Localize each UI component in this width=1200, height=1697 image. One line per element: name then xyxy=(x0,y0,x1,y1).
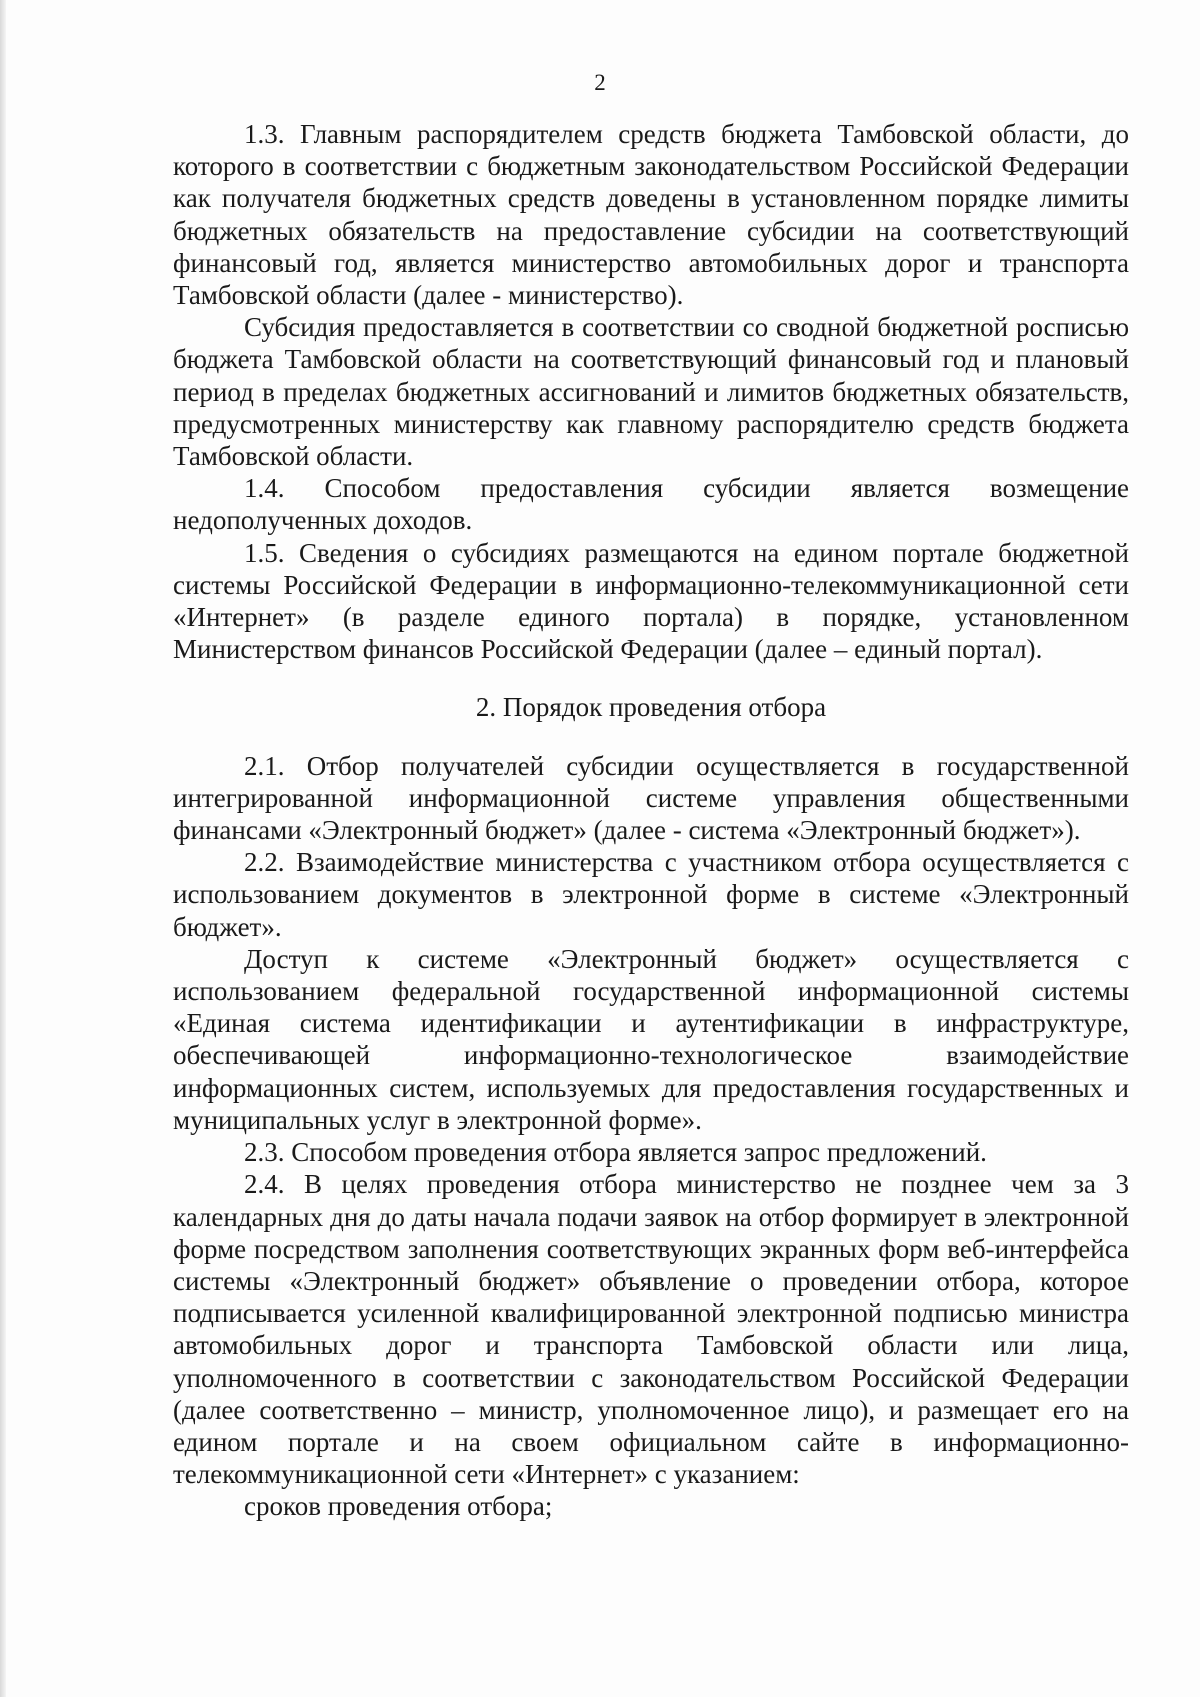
paragraph-1-3: 1.3. Главным распорядителем средств бюджета Тамбовской области, до которого в соответствии с бюджетным законодательством Российской Федерации как получателя бюджетных средств доведены в установленном порядке лимиты бюджетных обязательств на предоставление субсидии на соответствующий финансовый год, является министерство автомобильных дорог и транспорта Тамбовской области (далее - министерство). xyxy=(173,119,1129,311)
paragraph-access: Доступ к системе «Электронный бюджет» осуществляется с использованием федеральной государственной информационной системы «Единая система идентификации и аутентификации в инфраструктуре, обеспечивающей информационно-технологическое взаимодействие информационных систем, используемых для предоставления государственных и муниципальных услуг в электронной форме». xyxy=(173,943,1129,1135)
paragraph-2-2: 2.2. Взаимодействие министерства с участником отбора осуществляется с использованием документов в электронной форме в системе «Электронный бюджет». xyxy=(173,847,1129,942)
page-number: 2 xyxy=(594,70,606,95)
paragraph-1-5: 1.5. Сведения о субсидиях размещаются на едином портале бюджетной системы Российской Федерации в информационно-телекоммуникационной сети «Интернет» (в разделе единого портала) в порядке, установленном Министерством финансов Российской Федерации (далее – единый портал). xyxy=(173,537,1129,665)
section-heading-2: 2. Порядок проведения отбора xyxy=(475,692,827,723)
paragraph-subsidy-provision: Субсидия предоставляется в соответствии со сводной бюджетной росписью бюджета Тамбовской области на соответствующий финансовый год и плановый период в пределах бюджетных ассигнований и лимитов бюджетных обязательств, предусмотренных министерству как главному распорядителю средств бюджета Тамбовской области. xyxy=(173,312,1129,472)
paragraph-2-1: 2.1. Отбор получателей субсидии осуществляется в государственной интегрированной информационной системе управления общественными финансами «Электронный бюджет» (далее - система «Электронный бюджет»). xyxy=(173,750,1129,846)
paragraph-1-4: 1.4. Способом предоставления субсидии является возмещение недополученных доходов. xyxy=(173,473,1129,536)
scan-edge-shadow xyxy=(0,0,6,1697)
paragraph-2-4: 2.4. В целях проведения отбора министерство не позднее чем за 3 календарных дня до даты начала подачи заявок на отбор формирует в электронной форме посредством заполнения соответствующих экранных форм веб-интерфейса системы «Электронный бюджет» объявление о проведении отбора, которое подписывается усиленной квалифицированной электронной подписью министра автомобильных дорог и транспорта Тамбовской области или лица, уполномоченного в соответствии с законодательством Российской Федерации (далее соответственно – министр, уполномоченное лицо), и размещает его на едином портале и на своем официальном сайте в информационно-телекоммуникационной сети «Интернет» с указанием: xyxy=(173,1169,1129,1490)
paragraph-2-3: 2.3. Способом проведения отбора является запрос предложений. xyxy=(244,1137,987,1168)
document-body xyxy=(173,118,1129,1523)
paragraph-selection-terms: сроков проведения отбора; xyxy=(244,1491,553,1522)
